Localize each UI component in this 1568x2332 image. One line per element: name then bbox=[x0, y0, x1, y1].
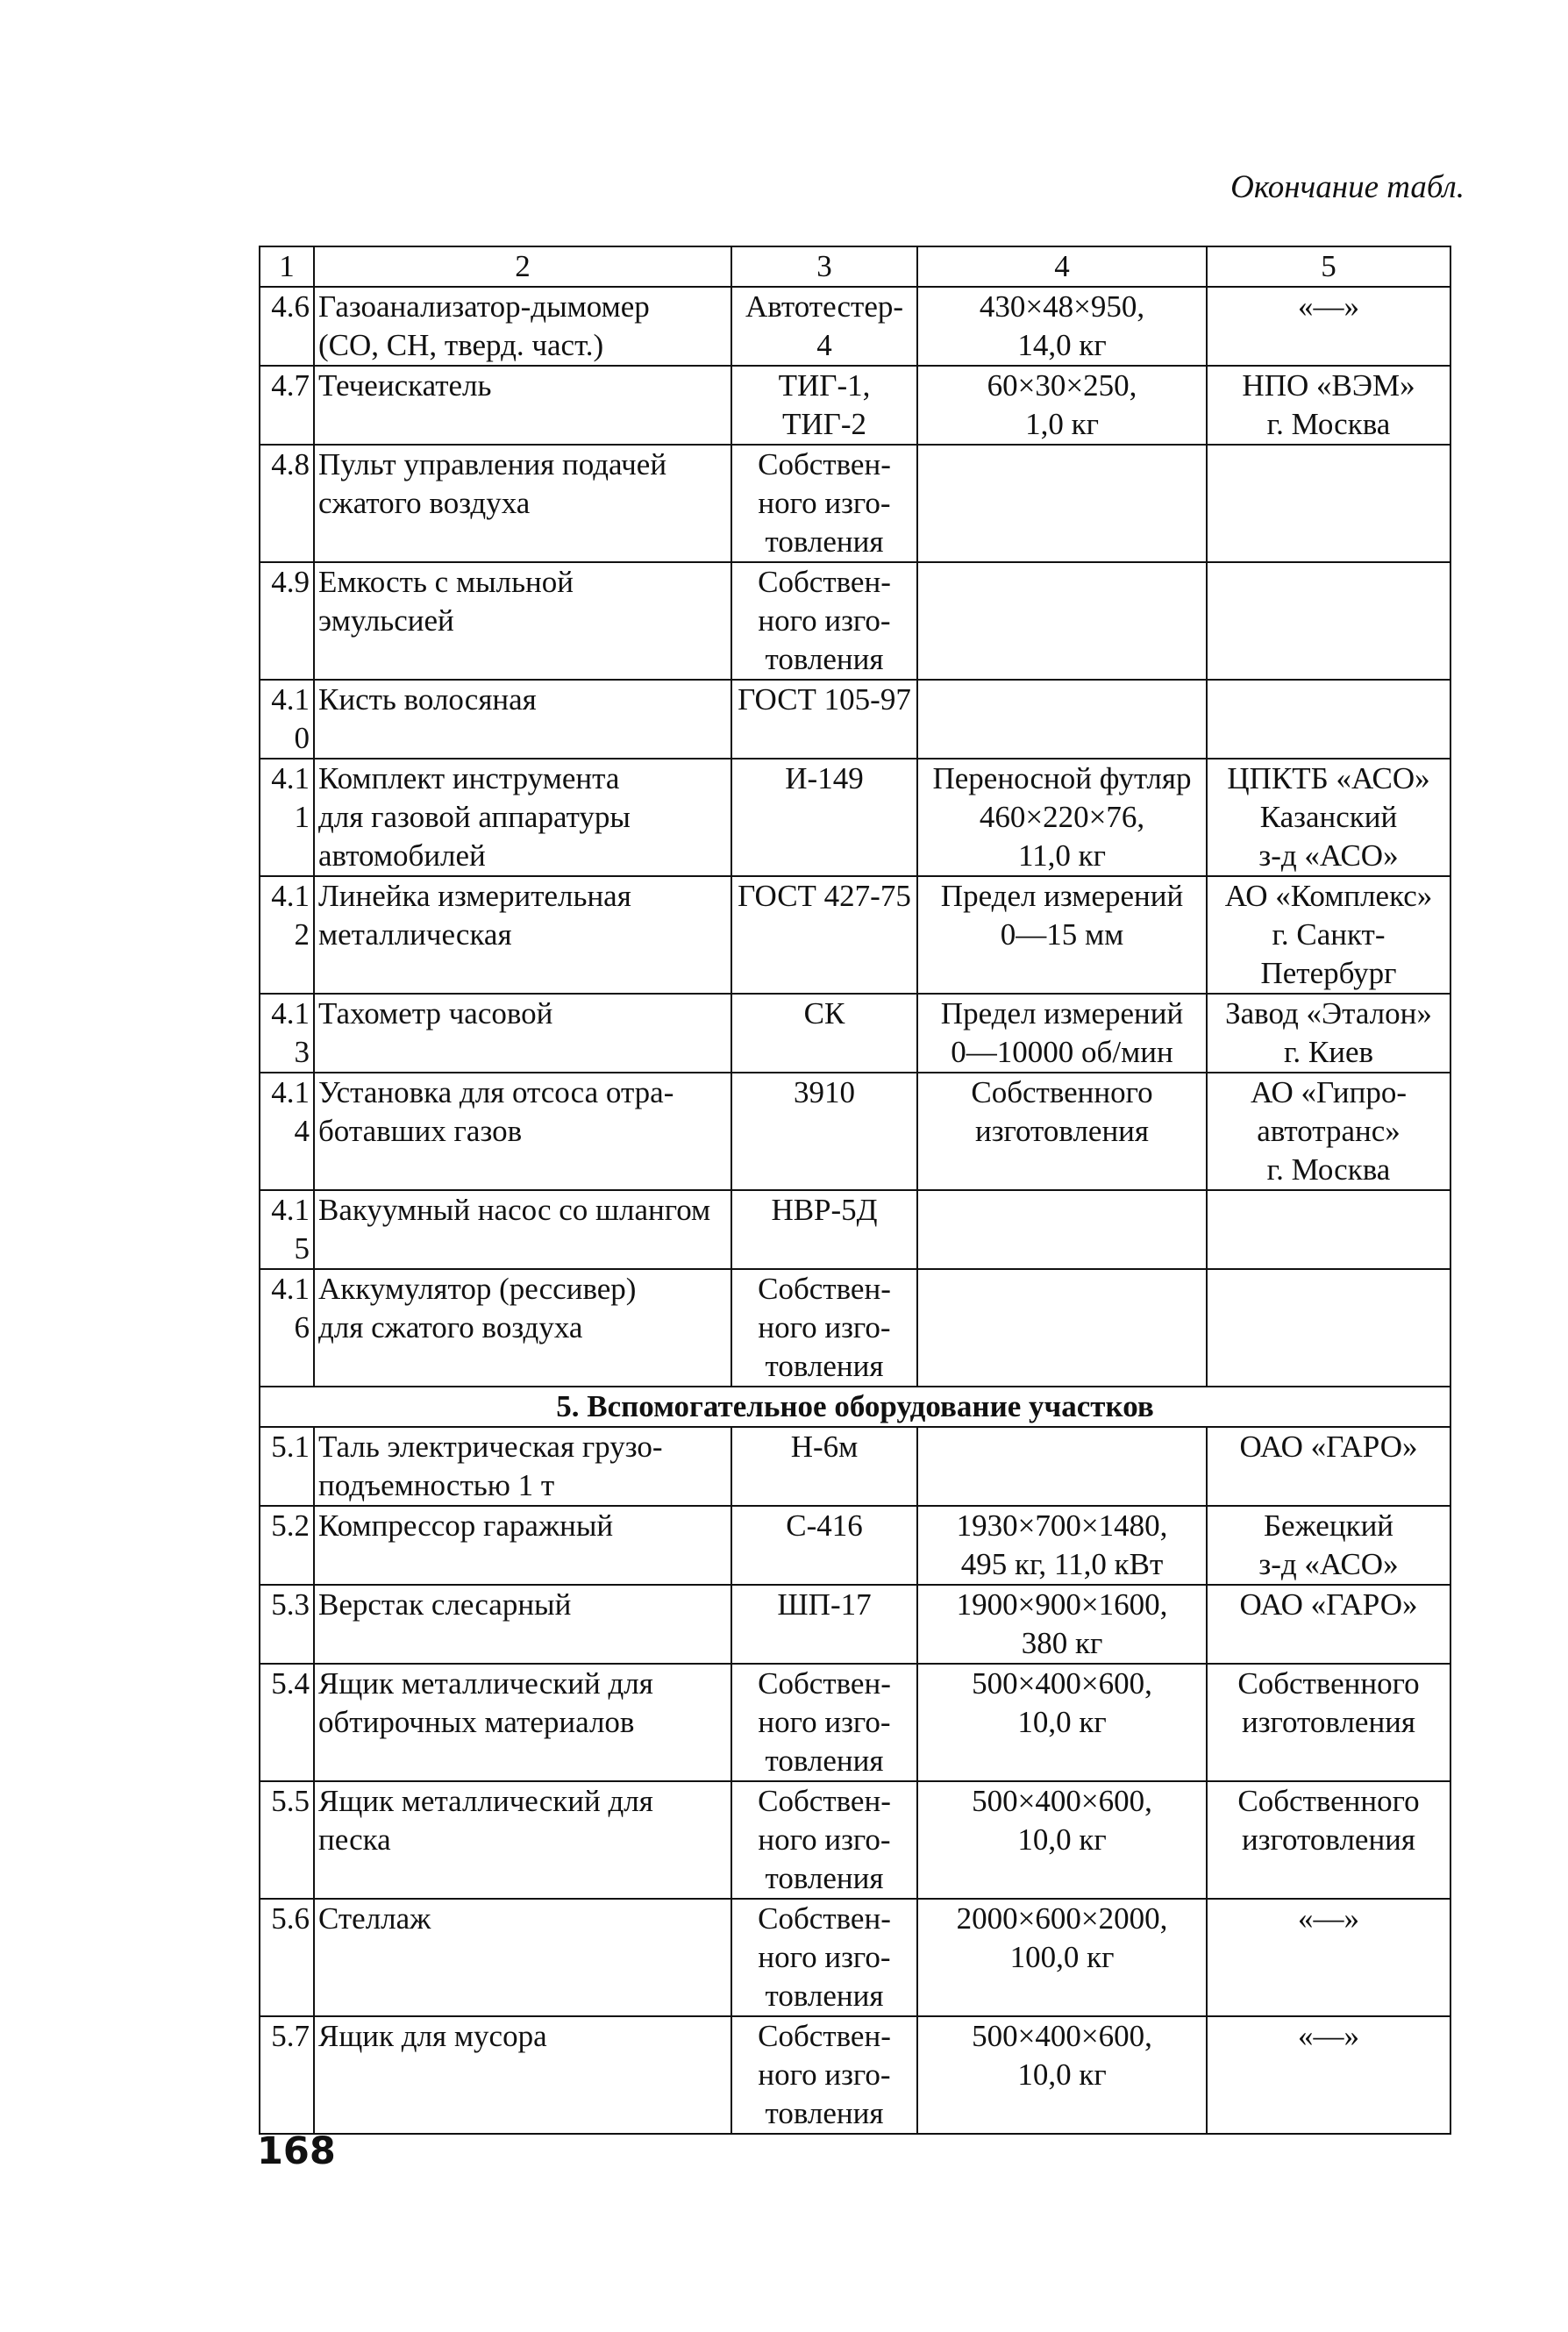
column-header: 3 bbox=[731, 246, 917, 287]
table-row bbox=[260, 287, 1450, 366]
cell-name: Установка для отсоса отра- ботавших газов bbox=[314, 1073, 731, 1190]
cell-maker: «—» bbox=[1207, 287, 1450, 366]
cell-name: Вакуумный насос со шлангом bbox=[314, 1190, 731, 1269]
cell-number: 5.5 bbox=[260, 1781, 314, 1899]
table-row bbox=[260, 1781, 1450, 1899]
cell-maker: Собственного изготовления bbox=[1207, 1781, 1450, 1899]
cell-specs: 500×400×600, 10,0 кг bbox=[917, 1664, 1207, 1781]
cell-specs bbox=[917, 562, 1207, 680]
cell-model: ГОСТ 105-97 bbox=[731, 680, 917, 759]
table-row bbox=[260, 1427, 1450, 1506]
cell-name: Ящик для мусора bbox=[314, 2016, 731, 2134]
table-row bbox=[260, 562, 1450, 680]
cell-number: 4.12 bbox=[260, 876, 314, 994]
table-caption: Окончание табл. bbox=[1230, 169, 1465, 205]
cell-model: ГОСТ 427-75 bbox=[731, 876, 917, 994]
cell-maker: АО «Комплекс» г. Санкт- Петербург bbox=[1207, 876, 1450, 994]
cell-model: Автотестер- 4 bbox=[731, 287, 917, 366]
table-row bbox=[260, 876, 1450, 994]
section-row bbox=[260, 1387, 1450, 1427]
cell-specs: 430×48×950, 14,0 кг bbox=[917, 287, 1207, 366]
cell-model: ШП-17 bbox=[731, 1585, 917, 1664]
cell-model: Собствен- ного изго- товления bbox=[731, 2016, 917, 2134]
cell-specs: 60×30×250, 1,0 кг bbox=[917, 366, 1207, 445]
cell-specs bbox=[917, 680, 1207, 759]
cell-model: 3910 bbox=[731, 1073, 917, 1190]
cell-model: СК bbox=[731, 994, 917, 1073]
cell-name: Газоанализатор-дымомер (СО, СН, тверд. част.) bbox=[314, 287, 731, 366]
cell-name: Кисть волосяная bbox=[314, 680, 731, 759]
cell-name: Течеискатель bbox=[314, 366, 731, 445]
table-row bbox=[260, 1506, 1450, 1585]
cell-number: 5.4 bbox=[260, 1664, 314, 1781]
cell-number: 5.2 bbox=[260, 1506, 314, 1585]
cell-specs: Собственного изготовления bbox=[917, 1073, 1207, 1190]
cell-maker bbox=[1207, 562, 1450, 680]
table-row bbox=[260, 759, 1450, 876]
cell-number: 4.10 bbox=[260, 680, 314, 759]
cell-maker: «—» bbox=[1207, 2016, 1450, 2134]
cell-number: 4.16 bbox=[260, 1269, 314, 1387]
cell-number: 4.13 bbox=[260, 994, 314, 1073]
column-header: 1 bbox=[260, 246, 314, 287]
cell-model: Собствен- ного изго- товления bbox=[731, 1269, 917, 1387]
cell-name: Аккумулятор (рессивер) для сжатого воздуха bbox=[314, 1269, 731, 1387]
page-number: 168 bbox=[257, 2129, 336, 2173]
cell-name: Компрессор гаражный bbox=[314, 1506, 731, 1585]
cell-number: 4.11 bbox=[260, 759, 314, 876]
cell-number: 5.3 bbox=[260, 1585, 314, 1664]
cell-model: Собствен- ного изго- товления bbox=[731, 445, 917, 562]
cell-number: 5.1 bbox=[260, 1427, 314, 1506]
table-row bbox=[260, 1073, 1450, 1190]
cell-maker: ЦПКТБ «АСО» Казанский з-д «АСО» bbox=[1207, 759, 1450, 876]
cell-maker bbox=[1207, 680, 1450, 759]
table-row bbox=[260, 1269, 1450, 1387]
cell-maker: Собственного изготовления bbox=[1207, 1664, 1450, 1781]
cell-model: Собствен- ного изго- товления bbox=[731, 562, 917, 680]
cell-maker: Завод «Эталон» г. Киев bbox=[1207, 994, 1450, 1073]
table-row bbox=[260, 2016, 1450, 2134]
cell-name: Линейка измерительная металлическая bbox=[314, 876, 731, 994]
cell-name: Ящик металлический для обтирочных материалов bbox=[314, 1664, 731, 1781]
cell-number: 5.7 bbox=[260, 2016, 314, 2134]
table-row bbox=[260, 1585, 1450, 1664]
cell-specs: Предел измерений 0—15 мм bbox=[917, 876, 1207, 994]
cell-specs: 500×400×600, 10,0 кг bbox=[917, 2016, 1207, 2134]
cell-specs bbox=[917, 445, 1207, 562]
cell-name: Таль электрическая грузо- подъемностью 1 т bbox=[314, 1427, 731, 1506]
cell-name: Стеллаж bbox=[314, 1899, 731, 2016]
equipment-table bbox=[259, 246, 1451, 2135]
cell-maker: АО «Гипро- автотранс» г. Москва bbox=[1207, 1073, 1450, 1190]
cell-specs bbox=[917, 1269, 1207, 1387]
cell-maker bbox=[1207, 1269, 1450, 1387]
cell-model: НВР-5Д bbox=[731, 1190, 917, 1269]
cell-name: Пульт управления подачей сжатого воздуха bbox=[314, 445, 731, 562]
table-body bbox=[260, 246, 1450, 2134]
table-header-row bbox=[260, 246, 1450, 287]
cell-specs bbox=[917, 1190, 1207, 1269]
cell-model: Собствен- ного изго- товления bbox=[731, 1781, 917, 1899]
section-title: 5. Вспомогательное оборудование участков bbox=[260, 1387, 1450, 1427]
cell-maker: НПО «ВЭМ» г. Москва bbox=[1207, 366, 1450, 445]
table-row bbox=[260, 994, 1450, 1073]
table-row bbox=[260, 1190, 1450, 1269]
cell-number: 4.6 bbox=[260, 287, 314, 366]
cell-specs: 2000×600×2000, 100,0 кг bbox=[917, 1899, 1207, 2016]
cell-specs: 1900×900×1600, 380 кг bbox=[917, 1585, 1207, 1664]
cell-number: 4.9 bbox=[260, 562, 314, 680]
cell-number: 5.6 bbox=[260, 1899, 314, 2016]
cell-number: 4.8 bbox=[260, 445, 314, 562]
cell-specs bbox=[917, 1427, 1207, 1506]
cell-model: С-416 bbox=[731, 1506, 917, 1585]
cell-maker: ОАО «ГАРО» bbox=[1207, 1585, 1450, 1664]
cell-maker bbox=[1207, 1190, 1450, 1269]
cell-specs: 500×400×600, 10,0 кг bbox=[917, 1781, 1207, 1899]
table-row bbox=[260, 366, 1450, 445]
cell-number: 4.14 bbox=[260, 1073, 314, 1190]
column-header: 4 bbox=[917, 246, 1207, 287]
table-row bbox=[260, 1664, 1450, 1781]
cell-name: Тахометр часовой bbox=[314, 994, 731, 1073]
cell-model: Собствен- ного изго- товления bbox=[731, 1664, 917, 1781]
table-row bbox=[260, 445, 1450, 562]
cell-name: Верстак слесарный bbox=[314, 1585, 731, 1664]
cell-name: Ящик металлический для песка bbox=[314, 1781, 731, 1899]
cell-model: И-149 bbox=[731, 759, 917, 876]
cell-number: 4.15 bbox=[260, 1190, 314, 1269]
cell-name: Емкость с мыльной эмульсией bbox=[314, 562, 731, 680]
cell-maker: Бежецкий з-д «АСО» bbox=[1207, 1506, 1450, 1585]
column-header: 5 bbox=[1207, 246, 1450, 287]
cell-model: Собствен- ного изго- товления bbox=[731, 1899, 917, 2016]
cell-specs: 1930×700×1480, 495 кг, 11,0 кВт bbox=[917, 1506, 1207, 1585]
cell-maker bbox=[1207, 445, 1450, 562]
cell-name: Комплект инструмента для газовой аппаратуры автомобилей bbox=[314, 759, 731, 876]
column-header: 2 bbox=[314, 246, 731, 287]
cell-specs: Переносной футляр 460×220×76, 11,0 кг bbox=[917, 759, 1207, 876]
table-row bbox=[260, 680, 1450, 759]
cell-number: 4.7 bbox=[260, 366, 314, 445]
cell-model: Н-6м bbox=[731, 1427, 917, 1506]
cell-maker: ОАО «ГАРО» bbox=[1207, 1427, 1450, 1506]
cell-specs: Предел измерений 0—10000 об/мин bbox=[917, 994, 1207, 1073]
cell-maker: «—» bbox=[1207, 1899, 1450, 2016]
cell-model: ТИГ-1, ТИГ-2 bbox=[731, 366, 917, 445]
table-row bbox=[260, 1899, 1450, 2016]
